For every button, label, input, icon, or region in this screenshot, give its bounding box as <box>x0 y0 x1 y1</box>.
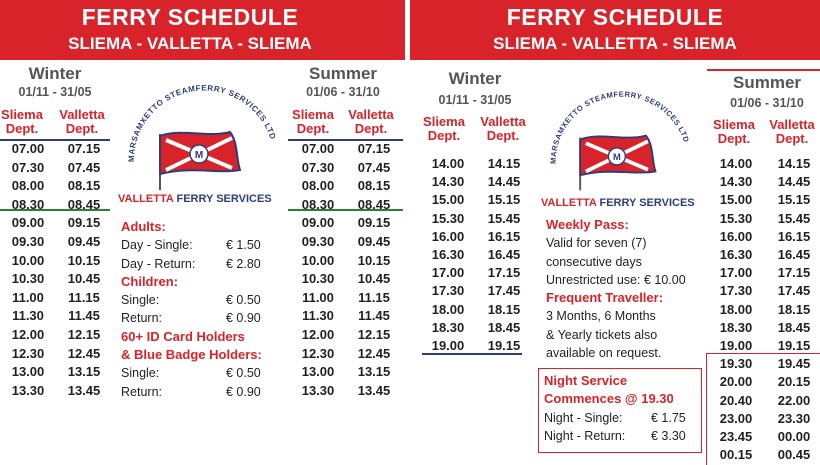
weekly-pass-heading: Weekly Pass: <box>546 217 629 232</box>
night-price-row <box>544 409 699 427</box>
sliema-departure-time: 10.30 <box>301 271 335 287</box>
sliema-departure-time: 15.30 <box>719 210 753 226</box>
valletta-departure-time: 14.15 <box>487 156 521 171</box>
header-sliema-dept: Sliema Dept. <box>292 107 334 136</box>
banner-route: SLIEMA - VALLETTA - SLIEMA <box>68 34 312 53</box>
valletta-departure-time: 19.15 <box>777 338 811 353</box>
valletta-departure-time: 09.15 <box>67 215 101 231</box>
sliema-departure-time: 16.30 <box>719 247 753 262</box>
sliema-departure-time: 12.30 <box>11 345 45 361</box>
sliema-departure-time: 07.30 <box>11 159 45 175</box>
sliema-departure-time: 18.30 <box>719 319 753 335</box>
company-logo <box>535 68 695 194</box>
winter-title: Winter <box>448 69 502 88</box>
valletta-departure-time: 19.15 <box>487 338 521 353</box>
sliema-departure-time: 17.00 <box>719 265 753 281</box>
sliema-departure-time: 09.00 <box>301 215 335 231</box>
fare-label: Day - Return: <box>121 256 196 271</box>
valletta-departure-time: 15.15 <box>487 192 521 208</box>
summer-date-range: 01/06 - 31/10 <box>306 85 380 99</box>
valletta-departure-time: 13.15 <box>67 364 101 380</box>
header-valletta-dept: Valletta Dept. <box>348 107 394 136</box>
brand-name <box>541 197 695 209</box>
valletta-departure-time: 11.45 <box>68 308 100 324</box>
valletta-departure-time: 15.15 <box>777 192 811 208</box>
fare-value: € 0.90 <box>226 384 261 399</box>
fare-heading: Children: <box>121 273 179 289</box>
sliema-departure-time: 14.00 <box>431 156 465 171</box>
banner-route: SLIEMA - VALLETTA - SLIEMA <box>493 34 737 53</box>
sliema-departure-time: 14.30 <box>719 174 753 190</box>
valletta-departure-time: 18.45 <box>777 319 811 335</box>
sliema-departure-time: 07.00 <box>301 141 335 156</box>
sliema-departure-time: 18.00 <box>431 301 465 317</box>
valletta-departure-time: 23.30 <box>777 410 811 426</box>
frequent-traveller-line: & Yearly tickets also <box>546 327 658 342</box>
banner-title: FERRY SCHEDULE <box>506 4 724 30</box>
sliema-departure-time: 13.00 <box>11 364 45 380</box>
logo-arc-text: MARSAMXETTO STEAMFERRY SERVICES LTD <box>548 89 692 165</box>
fare-label: Day - Single: <box>121 238 193 253</box>
svg-text:M: M <box>612 151 621 163</box>
sliema-departure-time: 08.00 <box>11 178 45 194</box>
sliema-departure-time: 19.00 <box>431 338 465 353</box>
weekly-pass-line: consecutive days <box>546 254 642 269</box>
summer-title: Summer <box>308 64 378 83</box>
summer-date-range: 01/06 - 31/10 <box>730 96 804 110</box>
night-price-label: Night - Return: <box>544 428 626 443</box>
header-banner <box>0 0 405 60</box>
valletta-departure-time: 18.45 <box>487 319 521 335</box>
valletta-departure-time: 19.45 <box>777 356 811 372</box>
winter-date-range: 01/11 - 31/05 <box>18 85 92 99</box>
valletta-departure-time: 12.45 <box>67 345 101 361</box>
valletta-departure-time: 16.15 <box>777 228 811 244</box>
sliema-departure-time: 14.30 <box>431 174 465 190</box>
fare-row <box>121 255 281 273</box>
valletta-departure-time: 07.15 <box>357 141 391 156</box>
header-valletta-dept: Valletta Dept. <box>480 114 526 143</box>
header-sliema-dept: Sliema Dept. <box>713 117 755 146</box>
sliema-departure-time: 11.00 <box>302 289 334 305</box>
fare-row <box>121 309 281 327</box>
night-price-label: Night - Single: <box>544 410 623 425</box>
frequent-traveller-heading: Frequent Traveller: <box>546 290 664 306</box>
fare-list <box>121 218 281 401</box>
sliema-departure-time: 17.30 <box>431 283 465 299</box>
fare-heading: Adults: <box>121 219 166 234</box>
valletta-departure-time: 15.45 <box>487 210 521 226</box>
sliema-departure-time: 09.30 <box>11 234 45 249</box>
fare-value: € 0.50 <box>226 366 261 381</box>
valletta-departure-time: 12.15 <box>357 327 391 342</box>
sliema-departure-time: 17.30 <box>719 283 753 299</box>
valletta-departure-time: 11.45 <box>358 308 390 324</box>
valletta-departure-time: 13.15 <box>357 364 391 380</box>
valletta-departure-time: 15.45 <box>777 210 811 226</box>
sliema-departure-time: 10.00 <box>11 252 45 268</box>
valletta-departure-time: 17.45 <box>777 283 811 299</box>
sliema-departure-time: 18.00 <box>719 301 753 317</box>
sliema-departure-time: 10.30 <box>11 271 45 287</box>
valletta-departure-time: 16.45 <box>777 247 811 262</box>
valletta-departure-time: 10.45 <box>357 271 391 287</box>
fare-row <box>121 364 281 382</box>
valletta-departure-time: 17.15 <box>487 265 521 281</box>
sliema-departure-time: 10.00 <box>301 252 335 268</box>
sliema-departure-time: 19.00 <box>719 338 753 353</box>
valletta-departure-time: 00.45 <box>777 447 811 463</box>
fare-value: € 0.50 <box>226 293 261 308</box>
fare-label: Return: <box>121 311 162 326</box>
sliema-departure-time: 15.30 <box>431 210 465 226</box>
brand-red: VALLETTA <box>541 197 597 209</box>
sliema-departure-time: 14.00 <box>719 156 753 171</box>
fare-row <box>121 291 281 309</box>
valletta-departure-time: 09.45 <box>67 234 101 249</box>
valletta-departure-time: 14.15 <box>777 156 811 171</box>
weekly-pass-line: Unrestricted use: € 10.00 <box>546 272 686 287</box>
valletta-departure-time: 17.45 <box>487 283 521 299</box>
sliema-departure-time: 23.45 <box>719 429 753 444</box>
fare-value: € 2.80 <box>226 256 261 271</box>
sliema-departure-time: 19.30 <box>719 356 753 372</box>
valletta-departure-time: 07.15 <box>67 141 101 156</box>
winter-date-range: 01/11 - 31/05 <box>438 93 512 107</box>
fare-heading: & Blue Badge Holders: <box>121 347 262 363</box>
brand-name <box>118 193 272 205</box>
valletta-departure-time: 20.15 <box>777 374 811 390</box>
valletta-departure-time: 10.15 <box>67 252 101 268</box>
fare-label: Single: <box>121 366 160 381</box>
sliema-departure-time: 16.00 <box>431 228 465 244</box>
sliema-departure-time: 00.15 <box>719 447 753 463</box>
sliema-departure-time: 13.30 <box>11 382 45 398</box>
weekly-pass-line: Valid for seven (7) <box>546 236 647 251</box>
header-banner <box>410 0 820 60</box>
sliema-departure-time: 13.00 <box>301 364 335 380</box>
sliema-departure-time: 08.30 <box>11 196 45 212</box>
frequent-traveller-line: 3 Months, 6 Months <box>546 309 656 324</box>
sliema-departure-time: 15.00 <box>719 192 753 208</box>
valletta-departure-time: 13.45 <box>67 382 101 398</box>
brand-blue: FERRY SERVICES <box>599 197 695 209</box>
company-logo <box>112 62 282 192</box>
sliema-departure-time: 11.30 <box>302 308 334 324</box>
summer-top-rule <box>707 69 820 71</box>
valletta-departure-time: 11.15 <box>68 289 100 305</box>
header-valletta-dept: Valletta Dept. <box>59 107 105 136</box>
svg-text:M: M <box>194 150 204 161</box>
sliema-departure-time: 08.30 <box>301 196 335 212</box>
sliema-departure-time: 23.00 <box>719 410 753 426</box>
sliema-departure-time: 07.00 <box>11 141 45 156</box>
sliema-departure-time: 11.30 <box>12 308 44 324</box>
fare-label: Return: <box>121 384 162 399</box>
divider-line <box>422 353 522 355</box>
valletta-departure-time: 14.45 <box>487 174 521 190</box>
winter-title: Winter <box>28 64 82 83</box>
valletta-departure-time: 08.45 <box>67 196 101 212</box>
valletta-departure-time: 07.45 <box>357 159 391 175</box>
sliema-departure-time: 16.30 <box>431 247 465 262</box>
sliema-departure-time: 09.30 <box>301 234 335 249</box>
valletta-departure-time: 14.45 <box>777 174 811 190</box>
valletta-departure-time: 12.15 <box>67 327 101 342</box>
valletta-departure-time: 00.00 <box>777 429 811 444</box>
sliema-departure-time: 20.40 <box>719 392 753 408</box>
night-service-start: Commences @ 19.30 <box>544 391 674 407</box>
fare-label: Single: <box>121 293 160 308</box>
valletta-departure-time: 13.45 <box>357 382 391 398</box>
night-price-value: € 1.75 <box>651 410 686 425</box>
night-price-row <box>544 427 699 445</box>
night-service-info <box>544 372 699 445</box>
sliema-departure-time: 18.30 <box>431 319 465 335</box>
sliema-departure-time: 07.30 <box>301 159 335 175</box>
header-sliema-dept: Sliema Dept. <box>423 114 465 143</box>
sliema-departure-time: 08.00 <box>301 178 335 194</box>
valletta-departure-time: 11.15 <box>358 289 390 305</box>
pass-info <box>546 216 711 362</box>
valletta-departure-time: 22.00 <box>777 392 811 408</box>
valletta-departure-time: 16.45 <box>487 247 521 262</box>
valletta-departure-time: 09.15 <box>357 215 391 231</box>
sliema-departure-time: 20.00 <box>719 374 753 390</box>
fare-value: € 0.90 <box>226 311 261 326</box>
valletta-departure-time: 07.45 <box>67 159 101 175</box>
sliema-departure-time: 11.00 <box>12 289 44 305</box>
valletta-departure-time: 17.15 <box>777 265 811 281</box>
fare-value: € 1.50 <box>226 238 261 253</box>
header-valletta-dept: Valletta Dept. <box>769 117 815 146</box>
valletta-departure-time: 09.45 <box>357 234 391 249</box>
flyer-right <box>410 0 820 465</box>
night-price-value: € 3.30 <box>651 428 686 443</box>
sliema-departure-time: 15.00 <box>431 192 465 208</box>
valletta-departure-time: 08.15 <box>67 178 101 194</box>
sliema-departure-time: 12.00 <box>11 327 45 342</box>
fare-heading: 60+ ID Card Holders <box>121 328 245 344</box>
valletta-departure-time: 12.45 <box>357 345 391 361</box>
valletta-departure-time: 18.15 <box>777 301 811 317</box>
brand-red: VALLETTA <box>118 193 174 205</box>
sliema-departure-time: 13.30 <box>301 382 335 398</box>
sliema-departure-time: 12.00 <box>301 327 335 342</box>
sliema-departure-time: 09.00 <box>11 215 45 231</box>
valletta-departure-time: 10.45 <box>67 271 101 287</box>
sliema-departure-time: 12.30 <box>301 345 335 361</box>
fare-row <box>121 383 281 401</box>
brand-blue: FERRY SERVICES <box>176 193 272 205</box>
valletta-departure-time: 16.15 <box>487 228 521 244</box>
fare-row <box>121 236 281 254</box>
sliema-departure-time: 17.00 <box>431 265 465 281</box>
valletta-departure-time: 08.15 <box>357 178 391 194</box>
valletta-departure-time: 10.15 <box>357 252 391 268</box>
logo-arc-text: MARSAMXETTO STEAMFERRY SERVICES LTD <box>126 83 278 163</box>
night-service-heading: Night Service <box>544 373 628 388</box>
valletta-departure-time: 18.15 <box>487 301 521 317</box>
frequent-traveller-line: available on request. <box>546 346 662 361</box>
header-sliema-dept: Sliema Dept. <box>1 107 43 136</box>
sliema-departure-time: 16.00 <box>719 228 753 244</box>
valletta-departure-time: 08.45 <box>357 196 391 212</box>
summer-title: Summer <box>732 73 802 92</box>
banner-title: FERRY SCHEDULE <box>81 4 299 30</box>
